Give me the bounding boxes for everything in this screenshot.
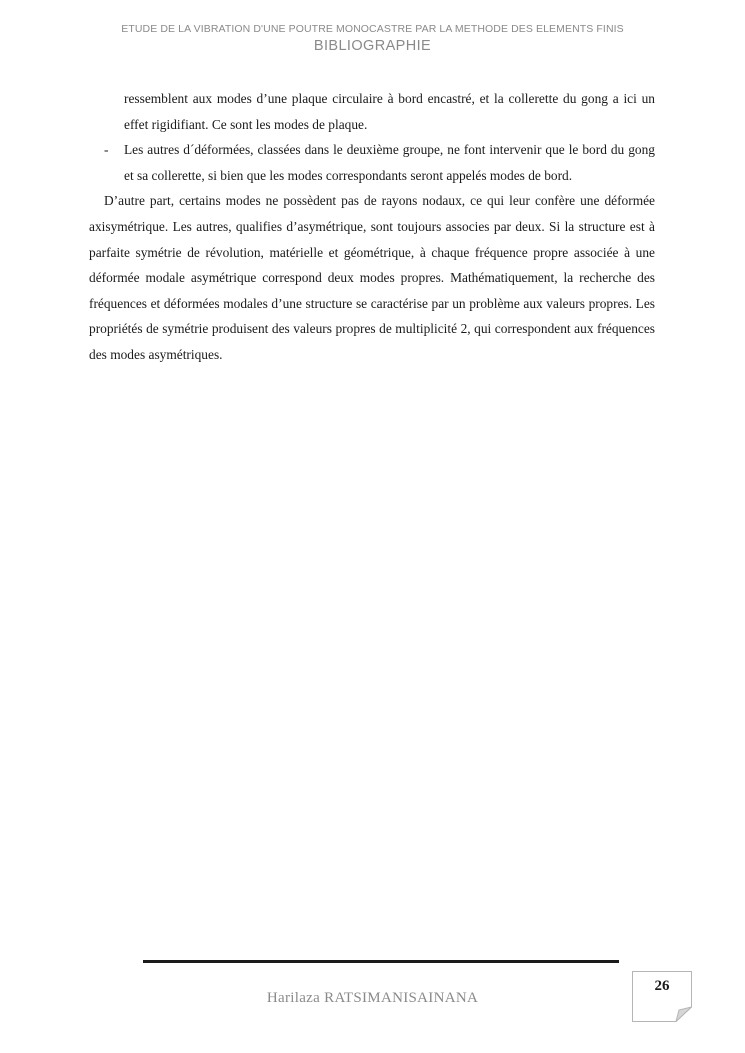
page-body — [89, 86, 655, 368]
list-item — [89, 137, 655, 188]
footer-divider — [143, 960, 619, 963]
continuation-paragraph: ressemblent aux modes d’une plaque circulaire à bord encastré, et la collerette du gong a ici un effet rigidifiant. Ce sont les modes de plaque. — [124, 91, 655, 132]
page-number: 26 — [654, 978, 670, 994]
bullet-text: Les autres d´déformées, classées dans le deuxième groupe, ne font intervenir que le bord du gong et sa collerette, si bien que les modes correspondants seront appelés modes de bord. — [124, 142, 655, 183]
body-paragraph: D’autre part, certains modes ne possèdent pas de rayons nodaux, ce qui leur confère une déformée axisymétrique. Les autres, qualifies d’asymétrique, sont toujours associes par deux. Si la structure est à parfaite symétrie de révolution, matérielle et géométrique, à chaque fréquence propre associée à une déformée modale asymétrique correspond deux modes propres. Mathématiquement, la recherche des fréquences et déformées modales d’une structure se caractérise par un problème aux valeurs propres. Les propriétés de symétrie produisent des valeurs propres de multiplicité 2, qui correspondent aux fréquences des modes asymétriques. — [89, 193, 655, 362]
bullet-dash: - — [104, 142, 109, 158]
section-title: BIBLIOGRAPHIE — [313, 38, 432, 54]
running-header-title: ETUDE DE LA VIBRATION D'UNE POUTRE MONOCASTRE PAR LA METHODE DES ELEMENTS FINIS — [121, 23, 624, 35]
page-number-badge — [632, 971, 692, 1022]
footer-author: Harilaza RATSIMANISAINANA — [266, 990, 479, 1006]
